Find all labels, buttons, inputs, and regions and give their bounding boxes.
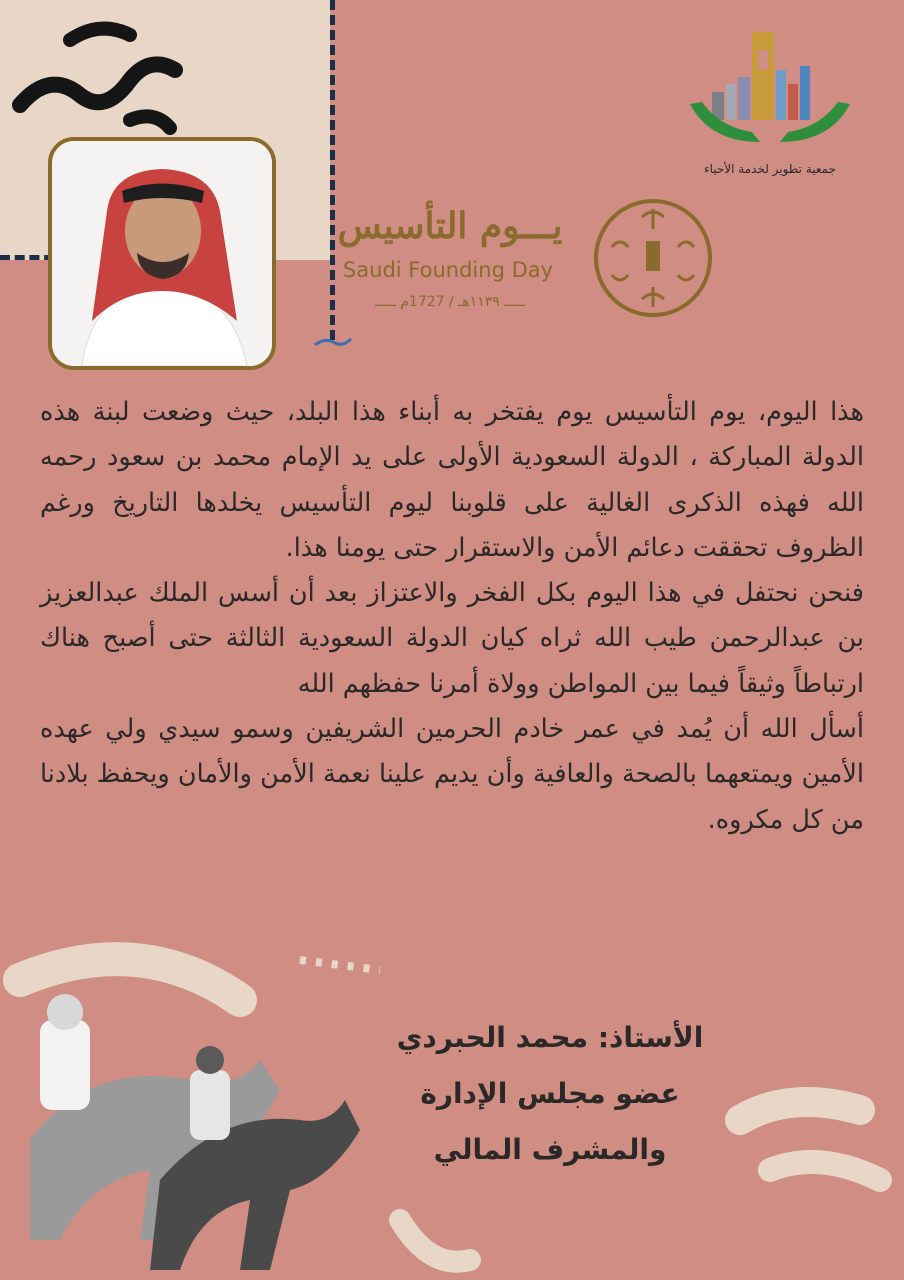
- body-text: [40, 390, 864, 843]
- portrait-icon: [52, 141, 272, 366]
- small-calligraphy-mark-icon: [313, 333, 353, 351]
- signature-role: عضو مجلس الإدارة: [420, 1077, 680, 1110]
- body-paragraph-1: هذا اليوم، يوم التأسيس يوم يفتخر به أبناء هذا البلد، حيث وضعت لبنة هذه الدولة المباركة ، الدولة السعودية الأولى على يد الإمام محمد بن سعود رحمه الله فهذه الذكرى الغالية على قلوبنا ليوم التأسيس يخلدها التاريخ ورغم الظروف تحققت دعائم الأمن والاستقرار حتى يومنا هذا.: [40, 397, 864, 563]
- calligraphy-decoration-icon: [10, 10, 190, 150]
- founding-day-title-ar: يـــوم التأسيس: [337, 205, 563, 247]
- founding-day-date: ـــــ ١١٣٩هـ / 1727م ـــــ: [375, 294, 525, 310]
- body-paragraph-3: أسأل الله أن يُمد في عمر خادم الحرمين الشريفين وسمو سيدي ولي عهده الأمين ويمتعهما بالصحة والعافية وأن يديم علينا نعمة الأمن والأمان ويحفظ بلادنا من كل مكروه.: [40, 714, 864, 835]
- city-skyline-hands-logo-icon: [680, 22, 860, 182]
- portrait-photo: [48, 137, 276, 370]
- signature-block: [380, 1010, 720, 1178]
- signature-name: الأستاذ: محمد الحبردي: [396, 1021, 704, 1054]
- signature-role-2: والمشرف المالي: [433, 1133, 667, 1166]
- body-paragraph-2: فنحن نحتفل في هذا اليوم بكل الفخر والاعتزاز بعد أن أسس الملك عبدالعزيز بن عبدالرحمن طيب الله ثراه كيان الدولة السعودية الثالثة حتى أصبح هناك ارتباطاً وثيقاً فيما بين المواطن وولاة أمرنا حفظهم الله: [40, 578, 864, 699]
- founding-day-emblem-icon: [592, 197, 714, 319]
- founding-day-title-en: Saudi Founding Day: [342, 258, 554, 282]
- logo-caption: جمعية تطوير لخدمة الأحياء: [703, 162, 837, 176]
